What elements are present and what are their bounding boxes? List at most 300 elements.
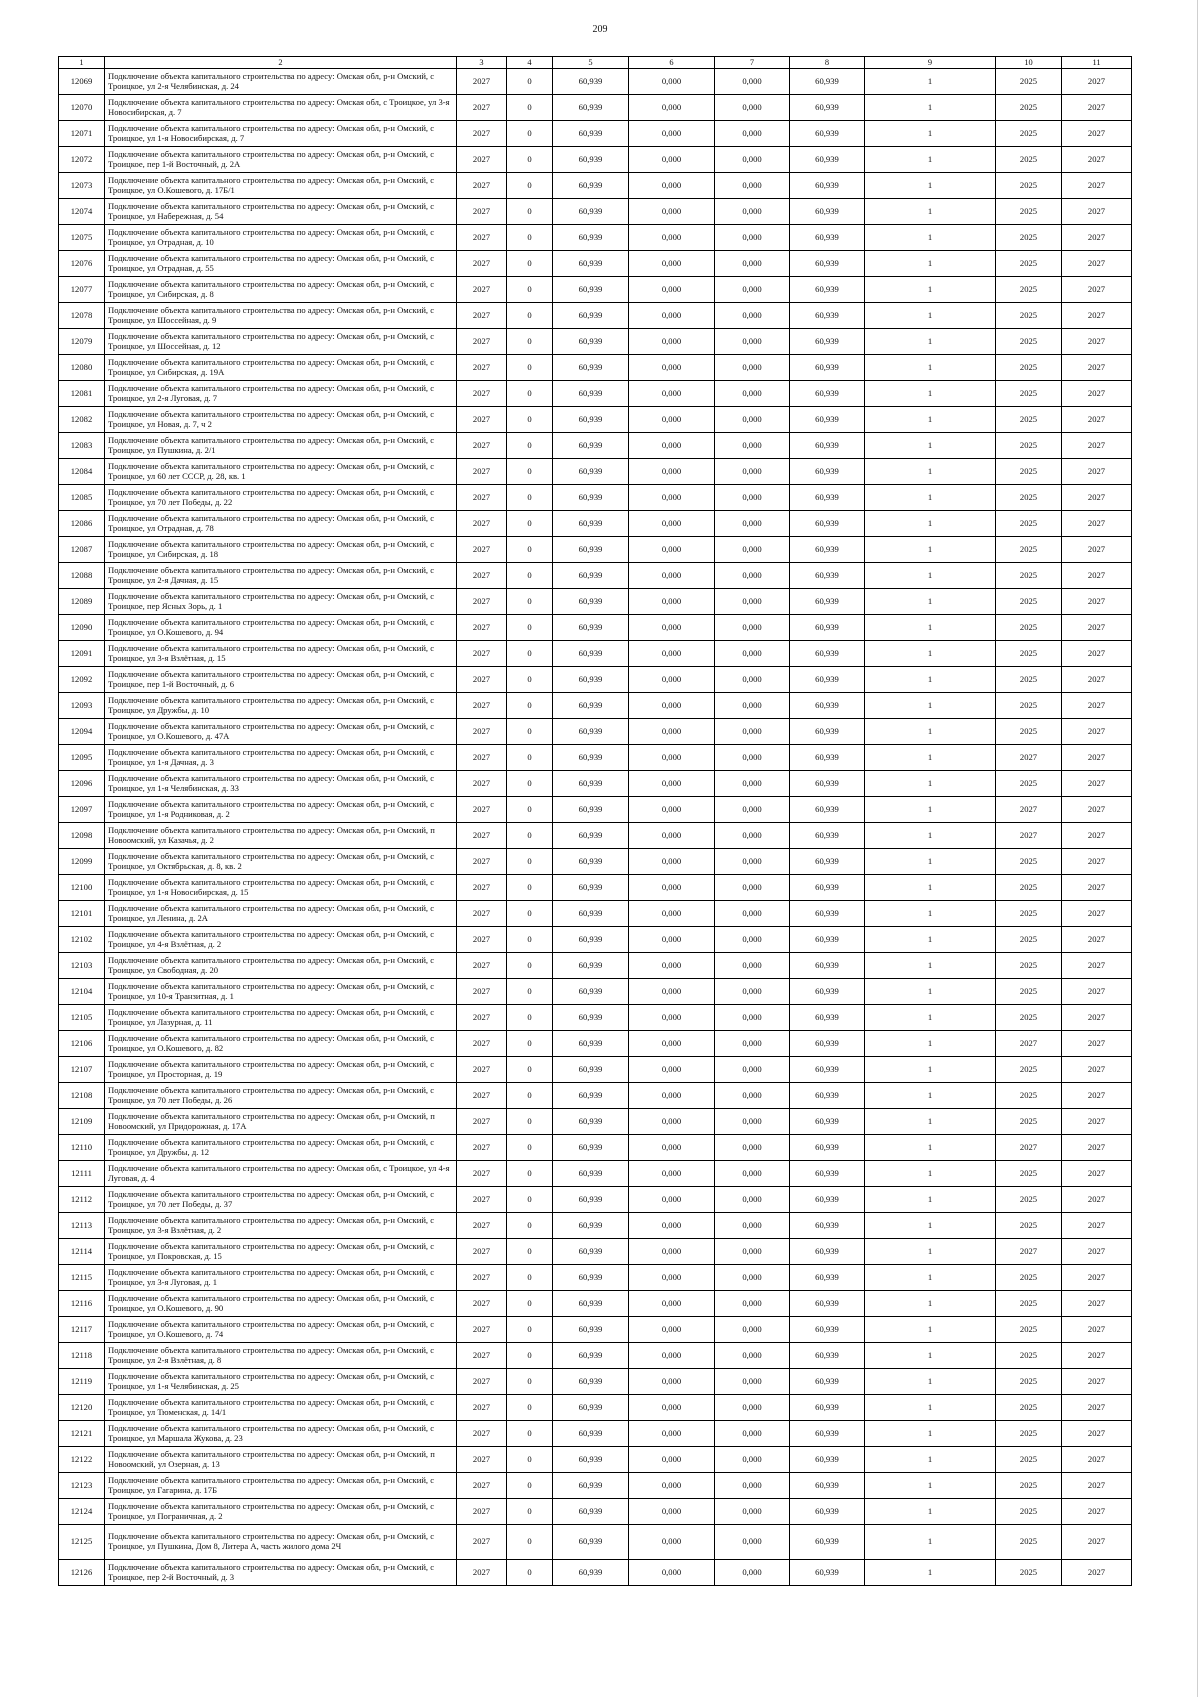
col-8-value: 60,939: [790, 1369, 865, 1395]
col-10-value: 2025: [996, 303, 1062, 329]
col-7-value: 0,000: [715, 563, 790, 589]
col-5-value: 60,939: [553, 1525, 629, 1560]
col-3-value: 2027: [457, 1447, 507, 1473]
col-4-value: 0: [507, 693, 553, 719]
col-4-value: 0: [507, 979, 553, 1005]
col-4-value: 0: [507, 1317, 553, 1343]
col-3-value: 2027: [457, 1239, 507, 1265]
col-11-value: 2027: [1062, 303, 1132, 329]
col-5-value: 60,939: [553, 1187, 629, 1213]
col-6-value: 0,000: [629, 1031, 715, 1057]
col-9-value: 1: [865, 1421, 996, 1447]
col-9-value: 1: [865, 1447, 996, 1473]
object-description: Подключение объекта капитального строительства по адресу: Омская обл, р-н Омский, с Троицкое, ул 3-я Луговая, д. 1: [105, 1265, 457, 1291]
table-row: [59, 901, 1132, 927]
object-description: Подключение объекта капитального строительства по адресу: Омская обл, р-н Омский, с Троицкое, ул Октябрьская, д. 8, кв. 2: [105, 849, 457, 875]
col-11-value: 2027: [1062, 251, 1132, 277]
table-row: [59, 1560, 1132, 1586]
col-6-value: 0,000: [629, 381, 715, 407]
col-9-value: 1: [865, 69, 996, 95]
col-3-value: 2027: [457, 1057, 507, 1083]
col-7-value: 0,000: [715, 849, 790, 875]
row-id: 12103: [59, 953, 105, 979]
col-7-value: 0,000: [715, 1343, 790, 1369]
col-7-value: 0,000: [715, 1083, 790, 1109]
table-row: [59, 797, 1132, 823]
col-7-value: 0,000: [715, 927, 790, 953]
row-id: 12076: [59, 251, 105, 277]
col-3-value: 2027: [457, 641, 507, 667]
col-3-value: 2027: [457, 1265, 507, 1291]
col-3-value: 2027: [457, 1291, 507, 1317]
object-description: Подключение объекта капитального строительства по адресу: Омская обл, р-н Омский, с Троицкое, ул 2-я Дачная, д. 15: [105, 563, 457, 589]
col-4-value: 0: [507, 1369, 553, 1395]
col-8-value: 60,939: [790, 199, 865, 225]
col-4-value: 0: [507, 641, 553, 667]
row-id: 12123: [59, 1473, 105, 1499]
col-3-value: 2027: [457, 277, 507, 303]
col-11-value: 2027: [1062, 1369, 1132, 1395]
table-row: [59, 251, 1132, 277]
table-row: [59, 225, 1132, 251]
col-5-value: 60,939: [553, 901, 629, 927]
column-header: 8: [790, 57, 865, 69]
object-description: Подключение объекта капитального строительства по адресу: Омская обл, р-н Омский, с Троицкое, ул Пушкина, Дом 8, Литера А, часть жилого дома 2Ч: [105, 1525, 457, 1560]
object-description: Подключение объекта капитального строительства по адресу: Омская обл, р-н Омский, с Троицкое, ул 1-я Новосибирская, д. 15: [105, 875, 457, 901]
table-row: [59, 1499, 1132, 1525]
col-11-value: 2027: [1062, 641, 1132, 667]
col-4-value: 0: [507, 69, 553, 95]
col-6-value: 0,000: [629, 797, 715, 823]
col-8-value: 60,939: [790, 1083, 865, 1109]
col-7-value: 0,000: [715, 381, 790, 407]
col-4-value: 0: [507, 303, 553, 329]
object-description: Подключение объекта капитального строительства по адресу: Омская обл, р-н Омский, с Троицкое, ул О.Кошевого, д. 74: [105, 1317, 457, 1343]
col-6-value: 0,000: [629, 1109, 715, 1135]
table-row: [59, 693, 1132, 719]
col-11-value: 2027: [1062, 693, 1132, 719]
col-8-value: 60,939: [790, 1135, 865, 1161]
col-5-value: 60,939: [553, 1265, 629, 1291]
col-5-value: 60,939: [553, 1395, 629, 1421]
column-header: 11: [1062, 57, 1132, 69]
col-7-value: 0,000: [715, 771, 790, 797]
col-7-value: 0,000: [715, 95, 790, 121]
col-8-value: 60,939: [790, 641, 865, 667]
col-11-value: 2027: [1062, 589, 1132, 615]
object-description: Подключение объекта капитального строительства по адресу: Омская обл, р-н Омский, с Троицкое, ул Свободная, д. 20: [105, 953, 457, 979]
col-11-value: 2027: [1062, 1525, 1132, 1560]
col-11-value: 2027: [1062, 121, 1132, 147]
table-row: [59, 953, 1132, 979]
object-description: Подключение объекта капитального строительства по адресу: Омская обл, р-н Омский, с Троицкое, ул Сибирская, д. 18: [105, 537, 457, 563]
col-9-value: 1: [865, 1135, 996, 1161]
col-11-value: 2027: [1062, 95, 1132, 121]
table-row: [59, 1109, 1132, 1135]
col-4-value: 0: [507, 1473, 553, 1499]
col-9-value: 1: [865, 1239, 996, 1265]
row-id: 12117: [59, 1317, 105, 1343]
row-id: 12073: [59, 173, 105, 199]
col-11-value: 2027: [1062, 719, 1132, 745]
object-description: Подключение объекта капитального строительства по адресу: Омская обл, р-н Омский, с Троицкое, ул Гагарина, д. 17Б: [105, 1473, 457, 1499]
col-4-value: 0: [507, 1421, 553, 1447]
col-3-value: 2027: [457, 1031, 507, 1057]
col-11-value: 2027: [1062, 511, 1132, 537]
col-7-value: 0,000: [715, 251, 790, 277]
col-9-value: 1: [865, 433, 996, 459]
col-11-value: 2027: [1062, 797, 1132, 823]
col-3-value: 2027: [457, 667, 507, 693]
col-3-value: 2027: [457, 901, 507, 927]
col-9-value: 1: [865, 875, 996, 901]
col-5-value: 60,939: [553, 823, 629, 849]
row-id: 12098: [59, 823, 105, 849]
table-row: [59, 277, 1132, 303]
table-row: [59, 719, 1132, 745]
col-6-value: 0,000: [629, 329, 715, 355]
col-6-value: 0,000: [629, 147, 715, 173]
col-10-value: 2025: [996, 589, 1062, 615]
col-8-value: 60,939: [790, 1005, 865, 1031]
table-row: [59, 667, 1132, 693]
col-9-value: 1: [865, 485, 996, 511]
row-id: 12093: [59, 693, 105, 719]
col-9-value: 1: [865, 1187, 996, 1213]
col-11-value: 2027: [1062, 69, 1132, 95]
col-7-value: 0,000: [715, 173, 790, 199]
col-10-value: 2025: [996, 1317, 1062, 1343]
col-4-value: 0: [507, 1031, 553, 1057]
col-4-value: 0: [507, 667, 553, 693]
table-row: [59, 927, 1132, 953]
col-9-value: 1: [865, 771, 996, 797]
col-10-value: 2025: [996, 1369, 1062, 1395]
object-description: Подключение объекта капитального строительства по адресу: Омская обл, р-н Омский, с Троицкое, ул Шоссейная, д. 12: [105, 329, 457, 355]
col-5-value: 60,939: [553, 225, 629, 251]
row-id: 12126: [59, 1560, 105, 1586]
col-6-value: 0,000: [629, 537, 715, 563]
col-7-value: 0,000: [715, 1291, 790, 1317]
col-3-value: 2027: [457, 1317, 507, 1343]
object-description: Подключение объекта капитального строительства по адресу: Омская обл, р-н Омский, с Троицкое, ул О.Кошевого, д. 17Б/1: [105, 173, 457, 199]
col-7-value: 0,000: [715, 1317, 790, 1343]
col-8-value: 60,939: [790, 1109, 865, 1135]
col-7-value: 0,000: [715, 303, 790, 329]
col-4-value: 0: [507, 121, 553, 147]
table-row: [59, 1421, 1132, 1447]
row-id: 12088: [59, 563, 105, 589]
col-11-value: 2027: [1062, 381, 1132, 407]
col-4-value: 0: [507, 719, 553, 745]
col-6-value: 0,000: [629, 927, 715, 953]
col-10-value: 2025: [996, 979, 1062, 1005]
object-description: Подключение объекта капитального строительства по адресу: Омская обл, р-н Омский, с Троицкое, ул 2-я Взлётная, д. 8: [105, 1343, 457, 1369]
col-5-value: 60,939: [553, 563, 629, 589]
col-8-value: 60,939: [790, 1265, 865, 1291]
col-9-value: 1: [865, 1161, 996, 1187]
col-6-value: 0,000: [629, 953, 715, 979]
col-11-value: 2027: [1062, 199, 1132, 225]
col-8-value: 60,939: [790, 485, 865, 511]
row-id: 12074: [59, 199, 105, 225]
object-description: Подключение объекта капитального строительства по адресу: Омская обл, р-н Омский, с Троицкое, ул Отрадная, д. 10: [105, 225, 457, 251]
col-8-value: 60,939: [790, 147, 865, 173]
col-8-value: 60,939: [790, 303, 865, 329]
row-id: 12072: [59, 147, 105, 173]
col-3-value: 2027: [457, 459, 507, 485]
col-10-value: 2027: [996, 1031, 1062, 1057]
col-6-value: 0,000: [629, 1473, 715, 1499]
object-description: Подключение объекта капитального строительства по адресу: Омская обл, р-н Омский, с Троицкое, ул Дружбы, д. 10: [105, 693, 457, 719]
column-header: 10: [996, 57, 1062, 69]
object-description: Подключение объекта капитального строительства по адресу: Омская обл, р-н Омский, с Троицкое, ул Сибирская, д. 8: [105, 277, 457, 303]
row-id: 12069: [59, 69, 105, 95]
col-9-value: 1: [865, 693, 996, 719]
col-5-value: 60,939: [553, 1447, 629, 1473]
col-6-value: 0,000: [629, 121, 715, 147]
col-9-value: 1: [865, 1395, 996, 1421]
col-6-value: 0,000: [629, 693, 715, 719]
col-8-value: 60,939: [790, 1239, 865, 1265]
col-11-value: 2027: [1062, 1395, 1132, 1421]
col-5-value: 60,939: [553, 875, 629, 901]
col-6-value: 0,000: [629, 1560, 715, 1586]
object-description: Подключение объекта капитального строительства по адресу: Омская обл, р-н Омский, с Троицкое, ул Дружбы, д. 12: [105, 1135, 457, 1161]
object-description: Подключение объекта капитального строительства по адресу: Омская обл, р-н Омский, с Троицкое, ул Покровская, д. 15: [105, 1239, 457, 1265]
object-description: Подключение объекта капитального строительства по адресу: Омская обл, р-н Омский, с Троицкое, ул 1-я Новосибирская, д. 7: [105, 121, 457, 147]
col-9-value: 1: [865, 329, 996, 355]
col-6-value: 0,000: [629, 745, 715, 771]
col-8-value: 60,939: [790, 1213, 865, 1239]
col-10-value: 2025: [996, 1005, 1062, 1031]
object-description: Подключение объекта капитального строительства по адресу: Омская обл, р-н Омский, с Троицкое, пер 1-й Восточный, д. 6: [105, 667, 457, 693]
col-11-value: 2027: [1062, 1560, 1132, 1586]
col-6-value: 0,000: [629, 433, 715, 459]
table-row: [59, 485, 1132, 511]
column-header: 1: [59, 57, 105, 69]
col-5-value: 60,939: [553, 355, 629, 381]
col-8-value: 60,939: [790, 173, 865, 199]
col-10-value: 2025: [996, 901, 1062, 927]
col-8-value: 60,939: [790, 1499, 865, 1525]
scan-edge-line: [1197, 0, 1198, 1697]
col-8-value: 60,939: [790, 1031, 865, 1057]
row-id: 12119: [59, 1369, 105, 1395]
table-row: [59, 1343, 1132, 1369]
col-6-value: 0,000: [629, 225, 715, 251]
col-9-value: 1: [865, 1057, 996, 1083]
col-8-value: 60,939: [790, 1447, 865, 1473]
col-9-value: 1: [865, 277, 996, 303]
col-4-value: 0: [507, 823, 553, 849]
table-row: [59, 1525, 1132, 1560]
col-5-value: 60,939: [553, 511, 629, 537]
table-row: [59, 875, 1132, 901]
table-row: [59, 355, 1132, 381]
col-6-value: 0,000: [629, 1083, 715, 1109]
col-7-value: 0,000: [715, 1369, 790, 1395]
row-id: 12108: [59, 1083, 105, 1109]
col-8-value: 60,939: [790, 745, 865, 771]
col-7-value: 0,000: [715, 1031, 790, 1057]
row-id: 12121: [59, 1421, 105, 1447]
col-9-value: 1: [865, 173, 996, 199]
col-7-value: 0,000: [715, 459, 790, 485]
table-row: [59, 1291, 1132, 1317]
row-id: 12095: [59, 745, 105, 771]
table-row: [59, 407, 1132, 433]
col-5-value: 60,939: [553, 1560, 629, 1586]
col-11-value: 2027: [1062, 1109, 1132, 1135]
row-id: 12114: [59, 1239, 105, 1265]
col-3-value: 2027: [457, 95, 507, 121]
object-description: Подключение объекта капитального строительства по адресу: Омская обл, р-н Омский, с Троицкое, ул 10-я Транзитная, д. 1: [105, 979, 457, 1005]
col-3-value: 2027: [457, 537, 507, 563]
col-8-value: 60,939: [790, 979, 865, 1005]
col-10-value: 2025: [996, 1560, 1062, 1586]
col-9-value: 1: [865, 589, 996, 615]
col-9-value: 1: [865, 927, 996, 953]
col-3-value: 2027: [457, 433, 507, 459]
table-row: [59, 745, 1132, 771]
col-8-value: 60,939: [790, 563, 865, 589]
col-11-value: 2027: [1062, 1161, 1132, 1187]
col-7-value: 0,000: [715, 1213, 790, 1239]
col-9-value: 1: [865, 1005, 996, 1031]
row-id: 12080: [59, 355, 105, 381]
col-7-value: 0,000: [715, 953, 790, 979]
column-header: 7: [715, 57, 790, 69]
col-7-value: 0,000: [715, 329, 790, 355]
col-4-value: 0: [507, 1291, 553, 1317]
table-row: [59, 95, 1132, 121]
col-5-value: 60,939: [553, 979, 629, 1005]
col-7-value: 0,000: [715, 1447, 790, 1473]
col-5-value: 60,939: [553, 381, 629, 407]
row-id: 12112: [59, 1187, 105, 1213]
col-10-value: 2025: [996, 1473, 1062, 1499]
col-7-value: 0,000: [715, 1395, 790, 1421]
column-header: 2: [105, 57, 457, 69]
col-6-value: 0,000: [629, 173, 715, 199]
col-9-value: 1: [865, 95, 996, 121]
table-row: [59, 771, 1132, 797]
object-description: Подключение объекта капитального строительства по адресу: Омская обл, р-н Омский, с Троицкое, ул О.Кошевого, д. 94: [105, 615, 457, 641]
col-3-value: 2027: [457, 719, 507, 745]
col-7-value: 0,000: [715, 1057, 790, 1083]
table-row: [59, 1239, 1132, 1265]
row-id: 12087: [59, 537, 105, 563]
col-9-value: 1: [865, 355, 996, 381]
col-10-value: 2025: [996, 641, 1062, 667]
col-6-value: 0,000: [629, 1291, 715, 1317]
col-6-value: 0,000: [629, 1447, 715, 1473]
table-body: [59, 57, 1132, 1586]
col-3-value: 2027: [457, 771, 507, 797]
col-7-value: 0,000: [715, 537, 790, 563]
col-10-value: 2025: [996, 485, 1062, 511]
col-5-value: 60,939: [553, 797, 629, 823]
col-4-value: 0: [507, 1265, 553, 1291]
col-10-value: 2027: [996, 1135, 1062, 1161]
col-9-value: 1: [865, 1265, 996, 1291]
col-3-value: 2027: [457, 147, 507, 173]
col-11-value: 2027: [1062, 1083, 1132, 1109]
col-4-value: 0: [507, 1213, 553, 1239]
col-3-value: 2027: [457, 953, 507, 979]
col-7-value: 0,000: [715, 1161, 790, 1187]
col-10-value: 2025: [996, 875, 1062, 901]
col-3-value: 2027: [457, 849, 507, 875]
col-4-value: 0: [507, 615, 553, 641]
col-4-value: 0: [507, 277, 553, 303]
col-11-value: 2027: [1062, 1499, 1132, 1525]
object-description: Подключение объекта капитального строительства по адресу: Омская обл, р-н Омский, с Троицкое, ул 1-я Челябинская, д. 33: [105, 771, 457, 797]
col-3-value: 2027: [457, 745, 507, 771]
col-11-value: 2027: [1062, 667, 1132, 693]
row-id: 12102: [59, 927, 105, 953]
col-8-value: 60,939: [790, 667, 865, 693]
col-6-value: 0,000: [629, 277, 715, 303]
col-8-value: 60,939: [790, 537, 865, 563]
col-11-value: 2027: [1062, 1421, 1132, 1447]
col-11-value: 2027: [1062, 1135, 1132, 1161]
col-3-value: 2027: [457, 355, 507, 381]
table-row: [59, 979, 1132, 1005]
col-6-value: 0,000: [629, 1005, 715, 1031]
col-10-value: 2025: [996, 927, 1062, 953]
object-description: Подключение объекта капитального строительства по адресу: Омская обл, р-н Омский, с Троицкое, ул 2-я Челябинская, д. 24: [105, 69, 457, 95]
col-6-value: 0,000: [629, 1161, 715, 1187]
col-4-value: 0: [507, 173, 553, 199]
col-9-value: 1: [865, 1083, 996, 1109]
row-id: 12070: [59, 95, 105, 121]
row-id: 12091: [59, 641, 105, 667]
object-description: Подключение объекта капитального строительства по адресу: Омская обл, р-н Омский, с Троицкое, ул Маршала Жукова, д. 23: [105, 1421, 457, 1447]
col-7-value: 0,000: [715, 147, 790, 173]
col-6-value: 0,000: [629, 589, 715, 615]
column-header: 5: [553, 57, 629, 69]
object-description: Подключение объекта капитального строительства по адресу: Омская обл, р-н Омский, п Новоомский, ул Придорожная, д. 17А: [105, 1109, 457, 1135]
table-row: [59, 1083, 1132, 1109]
col-8-value: 60,939: [790, 1057, 865, 1083]
col-3-value: 2027: [457, 1421, 507, 1447]
row-id: 12109: [59, 1109, 105, 1135]
col-10-value: 2025: [996, 69, 1062, 95]
row-id: 12090: [59, 615, 105, 641]
table-row: [59, 381, 1132, 407]
col-6-value: 0,000: [629, 875, 715, 901]
col-6-value: 0,000: [629, 485, 715, 511]
col-7-value: 0,000: [715, 641, 790, 667]
col-9-value: 1: [865, 121, 996, 147]
col-10-value: 2025: [996, 199, 1062, 225]
row-id: 12100: [59, 875, 105, 901]
col-6-value: 0,000: [629, 1421, 715, 1447]
col-8-value: 60,939: [790, 875, 865, 901]
col-6-value: 0,000: [629, 563, 715, 589]
col-4-value: 0: [507, 1447, 553, 1473]
table-row: [59, 511, 1132, 537]
row-id: 12083: [59, 433, 105, 459]
table-row: [59, 173, 1132, 199]
col-10-value: 2027: [996, 823, 1062, 849]
col-3-value: 2027: [457, 199, 507, 225]
col-7-value: 0,000: [715, 433, 790, 459]
col-9-value: 1: [865, 641, 996, 667]
col-6-value: 0,000: [629, 1395, 715, 1421]
